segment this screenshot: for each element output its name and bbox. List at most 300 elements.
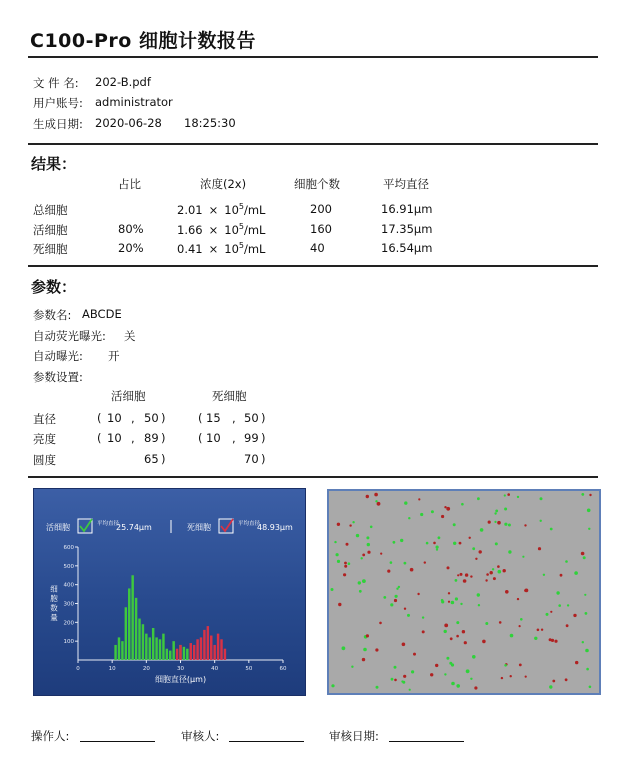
histogram-bar xyxy=(125,607,127,660)
conc-base: 10 xyxy=(224,202,239,217)
cell-dot xyxy=(479,550,482,553)
date-label: 生成日期: xyxy=(33,117,83,131)
cell-dot xyxy=(408,517,410,519)
param-dead-b: 99 xyxy=(244,431,259,445)
param-row-label: 亮度 xyxy=(33,432,56,446)
histogram-bar xyxy=(169,651,171,660)
fluor-exposure-label: 自动荧光曝光: xyxy=(33,329,106,343)
row-diameter: 17.35μm xyxy=(381,222,433,236)
cell-dot xyxy=(472,655,476,659)
cell-dot xyxy=(366,495,369,498)
param-live-open: ( xyxy=(97,431,102,445)
cell-dot xyxy=(344,562,347,565)
param-live-sep: , xyxy=(131,411,135,425)
cell-dot xyxy=(446,507,450,511)
histogram-bar xyxy=(118,637,120,660)
cell-dot xyxy=(376,686,379,689)
cell-dot xyxy=(451,682,455,686)
cell-dot xyxy=(505,590,509,594)
y-tick-label: 500 xyxy=(63,563,74,570)
cell-dot xyxy=(524,524,526,526)
param-dead-b: 50 xyxy=(244,411,259,425)
cell-dot xyxy=(456,635,459,638)
histogram-bar xyxy=(155,637,157,660)
param-dead-sep: , xyxy=(232,431,236,445)
x-axis-label: 细胞直径(μm) xyxy=(154,675,207,684)
cell-dot xyxy=(456,684,460,688)
conc-exponent: 5 xyxy=(238,222,244,231)
histogram-bar xyxy=(190,643,192,660)
cell-dot xyxy=(375,500,377,502)
param-dead-close: ) xyxy=(261,431,266,445)
cell-dot xyxy=(380,553,382,555)
divider xyxy=(28,143,598,145)
cell-dot xyxy=(453,523,456,526)
cell-dot xyxy=(498,570,502,574)
cell-dot xyxy=(477,497,480,500)
row-concentration xyxy=(177,222,265,237)
auto-exposure-label: 自动曝光: xyxy=(33,349,83,363)
legend-dead-value: 48.93μm xyxy=(257,523,293,532)
legend-live-label: 活细胞 xyxy=(46,523,70,532)
cell-dot xyxy=(501,677,503,679)
param-live-close: ) xyxy=(161,452,166,466)
cell-dot xyxy=(554,640,557,643)
time-value: 18:25:30 xyxy=(184,116,236,130)
cell-dot xyxy=(336,553,339,556)
param-live-close: ) xyxy=(161,431,166,445)
cell-dot xyxy=(436,549,438,551)
header-count: 细胞个数 xyxy=(294,177,340,191)
cell-dot xyxy=(456,621,459,624)
cell-dot xyxy=(435,664,438,667)
x-tick-label: 30 xyxy=(177,666,184,672)
x-tick-label: 0 xyxy=(76,666,80,672)
cell-dot xyxy=(455,597,458,600)
histogram-bar xyxy=(162,634,164,660)
cell-dot xyxy=(497,521,501,525)
param-row-label: 圆度 xyxy=(33,453,56,467)
cell-dot xyxy=(550,611,552,613)
conc-base: 10 xyxy=(224,241,239,256)
reviewer-signature-line[interactable] xyxy=(229,741,304,742)
row-count: 200 xyxy=(310,202,332,216)
row-ratio: 80% xyxy=(118,222,144,236)
histogram-bar xyxy=(217,634,219,660)
param-live-a: 10 xyxy=(107,431,122,445)
params-heading: 参数： xyxy=(31,278,77,296)
cell-dot xyxy=(510,675,512,677)
user-label: 用户账号: xyxy=(33,96,83,110)
param-live-open: ( xyxy=(97,411,102,425)
header-ratio: 占比 xyxy=(118,177,141,191)
cell-dot xyxy=(447,566,450,569)
cell-dot xyxy=(589,686,592,689)
cell-dot xyxy=(504,494,506,496)
cell-dot xyxy=(586,668,589,671)
conc-times: × xyxy=(208,202,219,217)
cell-dot xyxy=(367,551,370,554)
cell-dot xyxy=(375,648,378,651)
cell-dot xyxy=(343,573,346,576)
param-live-close: ) xyxy=(161,411,166,425)
cell-dot xyxy=(517,598,519,600)
cell-dot xyxy=(497,565,500,568)
cell-dot xyxy=(387,570,390,573)
y-tick-label: 200 xyxy=(63,620,74,627)
cell-dot xyxy=(499,621,502,624)
cell-dot xyxy=(449,662,452,665)
cell-dot xyxy=(472,547,475,550)
param-row-label: 直径 xyxy=(33,412,56,426)
col-live: 活细胞 xyxy=(111,389,146,403)
cell-dot xyxy=(560,574,563,577)
cell-dot xyxy=(441,515,444,518)
cell-dot xyxy=(396,588,398,590)
histogram-bar xyxy=(149,637,151,660)
cell-dot xyxy=(448,592,450,594)
row-concentration xyxy=(177,202,265,217)
cell-dot xyxy=(565,560,568,563)
cell-dot xyxy=(566,624,569,627)
cell-dot xyxy=(404,608,406,610)
row-count: 160 xyxy=(310,222,332,236)
conc-unit: /mL xyxy=(243,222,266,237)
date-value: 2020-06-28 xyxy=(95,116,162,130)
cell-dot xyxy=(426,542,429,545)
cell-dot xyxy=(552,680,555,683)
file-label: 文 件 名: xyxy=(33,76,79,90)
cell-dot xyxy=(417,593,419,595)
cell-dot xyxy=(390,561,393,564)
cell-dot xyxy=(584,594,586,596)
check-icon xyxy=(221,519,233,531)
review-date-label: 审核日期: xyxy=(329,729,379,743)
cell-dot xyxy=(351,666,353,668)
cell-dot xyxy=(402,681,405,684)
legend-dead-label: 死细胞 xyxy=(187,523,211,532)
param-live-b: 65 xyxy=(144,452,159,466)
cell-dot xyxy=(504,523,507,526)
cell-dot xyxy=(404,501,407,504)
cell-dot xyxy=(522,556,524,558)
row-count: 40 xyxy=(310,241,325,255)
histogram-chart xyxy=(34,489,305,695)
cell-dot xyxy=(356,534,359,537)
cell-dot xyxy=(418,498,420,500)
cell-dot xyxy=(390,603,393,606)
row-ratio: 20% xyxy=(118,241,144,255)
cell-dot xyxy=(567,604,569,606)
histogram-bar xyxy=(142,624,144,660)
y-tick-label: 600 xyxy=(63,545,74,551)
cell-dot xyxy=(430,673,433,676)
cell-dot xyxy=(394,599,397,602)
cell-dot xyxy=(537,629,540,632)
cell-dot xyxy=(503,569,506,572)
y-tick-label: 400 xyxy=(63,582,74,589)
cell-dot xyxy=(588,528,590,530)
review-date-line[interactable] xyxy=(389,741,464,742)
cell-dot xyxy=(349,524,351,526)
cell-dot xyxy=(507,493,510,496)
cell-dot xyxy=(342,646,346,650)
cell-dot xyxy=(379,622,382,625)
cell-dot xyxy=(366,536,369,539)
param-dead-open: ( xyxy=(198,431,203,445)
cell-dot xyxy=(404,562,407,565)
cell-dot xyxy=(541,629,543,631)
divider xyxy=(28,476,598,478)
divider xyxy=(28,265,598,267)
cell-dot xyxy=(490,571,493,574)
histogram-bar xyxy=(210,636,212,660)
cell-dot xyxy=(525,676,527,678)
conc-times: × xyxy=(208,222,219,237)
cell-dot xyxy=(585,612,588,615)
cell-dot xyxy=(550,528,553,531)
conc-unit: /mL xyxy=(243,241,266,256)
cell-dot xyxy=(403,675,406,678)
cell-dot xyxy=(363,648,367,652)
check-icon xyxy=(80,519,92,531)
auto-exposure-value: 开 xyxy=(108,349,120,363)
cell-dot xyxy=(334,541,336,543)
cell-dot xyxy=(575,661,578,664)
histogram-bar xyxy=(183,647,185,660)
cell-dot xyxy=(446,657,449,660)
cell-dot xyxy=(402,643,406,647)
cell-dot xyxy=(485,622,488,625)
header-diameter: 平均直径 xyxy=(383,177,429,191)
settings-label: 参数设置: xyxy=(33,370,83,384)
cell-dots xyxy=(331,493,592,691)
cell-dot xyxy=(508,524,511,527)
histogram-bar xyxy=(207,626,209,660)
row-diameter: 16.54μm xyxy=(381,241,433,255)
row-label: 死细胞 xyxy=(33,242,68,256)
cell-dot xyxy=(492,568,494,570)
cell-dot xyxy=(510,634,514,638)
cell-dot xyxy=(395,595,398,598)
cell-dot xyxy=(486,573,489,576)
cell-dot xyxy=(444,624,448,628)
param-live-sep: , xyxy=(131,431,135,445)
param-live-b: 50 xyxy=(144,411,159,425)
cell-dot xyxy=(441,599,444,602)
fluor-exposure-value: 关 xyxy=(124,329,136,343)
cell-dot xyxy=(338,603,341,606)
operator-label: 操作人: xyxy=(31,729,70,743)
cell-dot xyxy=(482,640,486,644)
histogram-bar xyxy=(159,639,161,660)
histogram-bar xyxy=(128,588,130,660)
conc-times: × xyxy=(208,241,219,256)
report-title: C100-Pro 细胞计数报告 xyxy=(30,30,256,52)
cell-dot xyxy=(457,574,459,576)
histogram-bar xyxy=(114,645,116,660)
x-tick-label: 60 xyxy=(279,666,287,672)
cell-dot xyxy=(565,678,568,681)
cell-dot xyxy=(469,537,471,539)
cell-dot xyxy=(391,678,394,681)
cell-dot xyxy=(540,497,543,500)
histogram-bar xyxy=(220,639,222,660)
cell-dot xyxy=(420,513,423,516)
cell-dot xyxy=(409,689,411,691)
cell-dot xyxy=(424,561,426,563)
cell-dot xyxy=(546,613,549,616)
cell-dot xyxy=(477,593,480,596)
cell-dot xyxy=(377,502,381,506)
col-dead: 死细胞 xyxy=(212,389,247,403)
cell-dot xyxy=(582,641,584,643)
divider xyxy=(28,56,598,58)
row-label: 活细胞 xyxy=(33,223,68,237)
legend-live-value: 25.74μm xyxy=(116,523,152,532)
cell-dot xyxy=(583,556,586,559)
x-tick-label: 10 xyxy=(108,666,116,672)
param-dead-a: 10 xyxy=(206,431,221,445)
param-live-b: 89 xyxy=(144,431,159,445)
cell-dot xyxy=(464,641,467,644)
cell-dot xyxy=(480,528,484,532)
cell-dot xyxy=(383,596,386,599)
cell-dot xyxy=(438,536,441,539)
histogram-bar xyxy=(176,649,178,660)
cell-dot xyxy=(463,579,467,583)
histogram-bar xyxy=(152,628,154,660)
cell-dot xyxy=(394,679,397,682)
cell-field xyxy=(329,491,599,693)
x-tick-label: 20 xyxy=(142,666,150,672)
histogram-bar xyxy=(138,619,140,660)
y-axis-label: 细胞数量 xyxy=(49,585,59,623)
cell-dot xyxy=(331,684,334,687)
cell-dot xyxy=(538,547,541,550)
histogram-bar xyxy=(196,639,198,660)
cell-dot xyxy=(362,658,365,661)
param-dead-open: ( xyxy=(198,411,203,425)
cell-dot xyxy=(444,506,446,508)
cell-dot xyxy=(534,637,537,640)
x-tick-label: 50 xyxy=(245,666,253,672)
cell-dot xyxy=(587,509,591,513)
param-dead-close: ) xyxy=(261,452,266,466)
cell-dot xyxy=(517,496,519,498)
file-value: 202-B.pdf xyxy=(95,75,151,89)
histogram-bar xyxy=(213,645,215,660)
cell-dot xyxy=(494,521,496,523)
cell-dot xyxy=(367,543,370,546)
cell-dot xyxy=(465,573,468,576)
cell-dot xyxy=(558,604,561,607)
conc-unit: /mL xyxy=(243,202,266,217)
cell-dot xyxy=(475,558,477,560)
cell-dot xyxy=(495,542,498,545)
histogram-bar xyxy=(145,634,147,660)
cell-dot xyxy=(504,508,507,511)
legend-live-sub: 平均直径 xyxy=(97,521,120,527)
cell-dot xyxy=(494,512,496,514)
user-value: administrator xyxy=(95,95,173,109)
reviewer-label: 审核人: xyxy=(181,729,220,743)
param-dead-sep: , xyxy=(232,411,236,425)
histogram-bar xyxy=(135,598,137,660)
cell-dot xyxy=(556,591,559,594)
cell-dot xyxy=(411,670,414,673)
cell-dot xyxy=(470,678,472,680)
cell-dot xyxy=(344,565,347,568)
cell-dot xyxy=(453,542,456,545)
cell-dot xyxy=(504,664,507,667)
cell-dot xyxy=(478,604,480,606)
histogram-bar xyxy=(131,575,133,660)
cell-dot xyxy=(448,601,450,603)
cell-dot xyxy=(394,666,397,669)
histogram-panel xyxy=(33,488,306,696)
cell-dot xyxy=(337,560,340,563)
y-tick-label: 100 xyxy=(63,639,74,646)
histogram-bar xyxy=(179,645,181,660)
cell-dot xyxy=(508,550,511,553)
cell-dot xyxy=(525,589,529,593)
cell-dot xyxy=(362,554,365,557)
cell-dot xyxy=(366,634,369,637)
operator-signature-line[interactable] xyxy=(80,741,155,742)
cell-dot xyxy=(460,603,462,605)
row-diameter: 16.91μm xyxy=(381,202,433,216)
cell-dot xyxy=(540,520,542,522)
cell-dot xyxy=(574,571,578,575)
cell-dot xyxy=(436,546,439,549)
cell-dot xyxy=(348,562,351,565)
cell-dot xyxy=(470,575,472,577)
conc-base: 10 xyxy=(224,222,239,237)
cell-dot xyxy=(331,588,334,591)
cell-dot xyxy=(352,521,354,523)
cell-dot xyxy=(450,637,453,640)
cell-dot xyxy=(422,630,425,633)
cell-dot xyxy=(455,579,458,582)
microscope-image xyxy=(327,489,601,695)
cell-dot xyxy=(551,639,554,642)
conc-exponent: 5 xyxy=(238,202,244,211)
histogram-bar xyxy=(200,637,202,660)
param-dead-close: ) xyxy=(261,411,266,425)
cell-dot xyxy=(488,521,491,524)
conc-mantissa: 2.01 xyxy=(177,202,203,217)
cell-dot xyxy=(451,601,455,605)
histogram-bar xyxy=(224,649,226,660)
legend-dead-sub: 平均直径 xyxy=(238,521,261,527)
cell-dot xyxy=(589,494,591,496)
cell-dot xyxy=(400,539,403,542)
cell-dot xyxy=(461,503,464,506)
param-live-a: 10 xyxy=(107,411,122,425)
cell-dot xyxy=(495,510,498,513)
row-concentration xyxy=(177,241,265,256)
cell-dot xyxy=(581,493,584,496)
histogram-bar xyxy=(203,630,205,660)
histogram-bar xyxy=(193,645,195,660)
y-tick-label: 300 xyxy=(63,601,74,608)
cell-dot xyxy=(374,493,378,497)
param-name-value: ABCDE xyxy=(82,307,122,321)
cell-dot xyxy=(459,542,462,545)
cell-dot xyxy=(361,557,363,559)
cell-dot xyxy=(543,574,545,576)
